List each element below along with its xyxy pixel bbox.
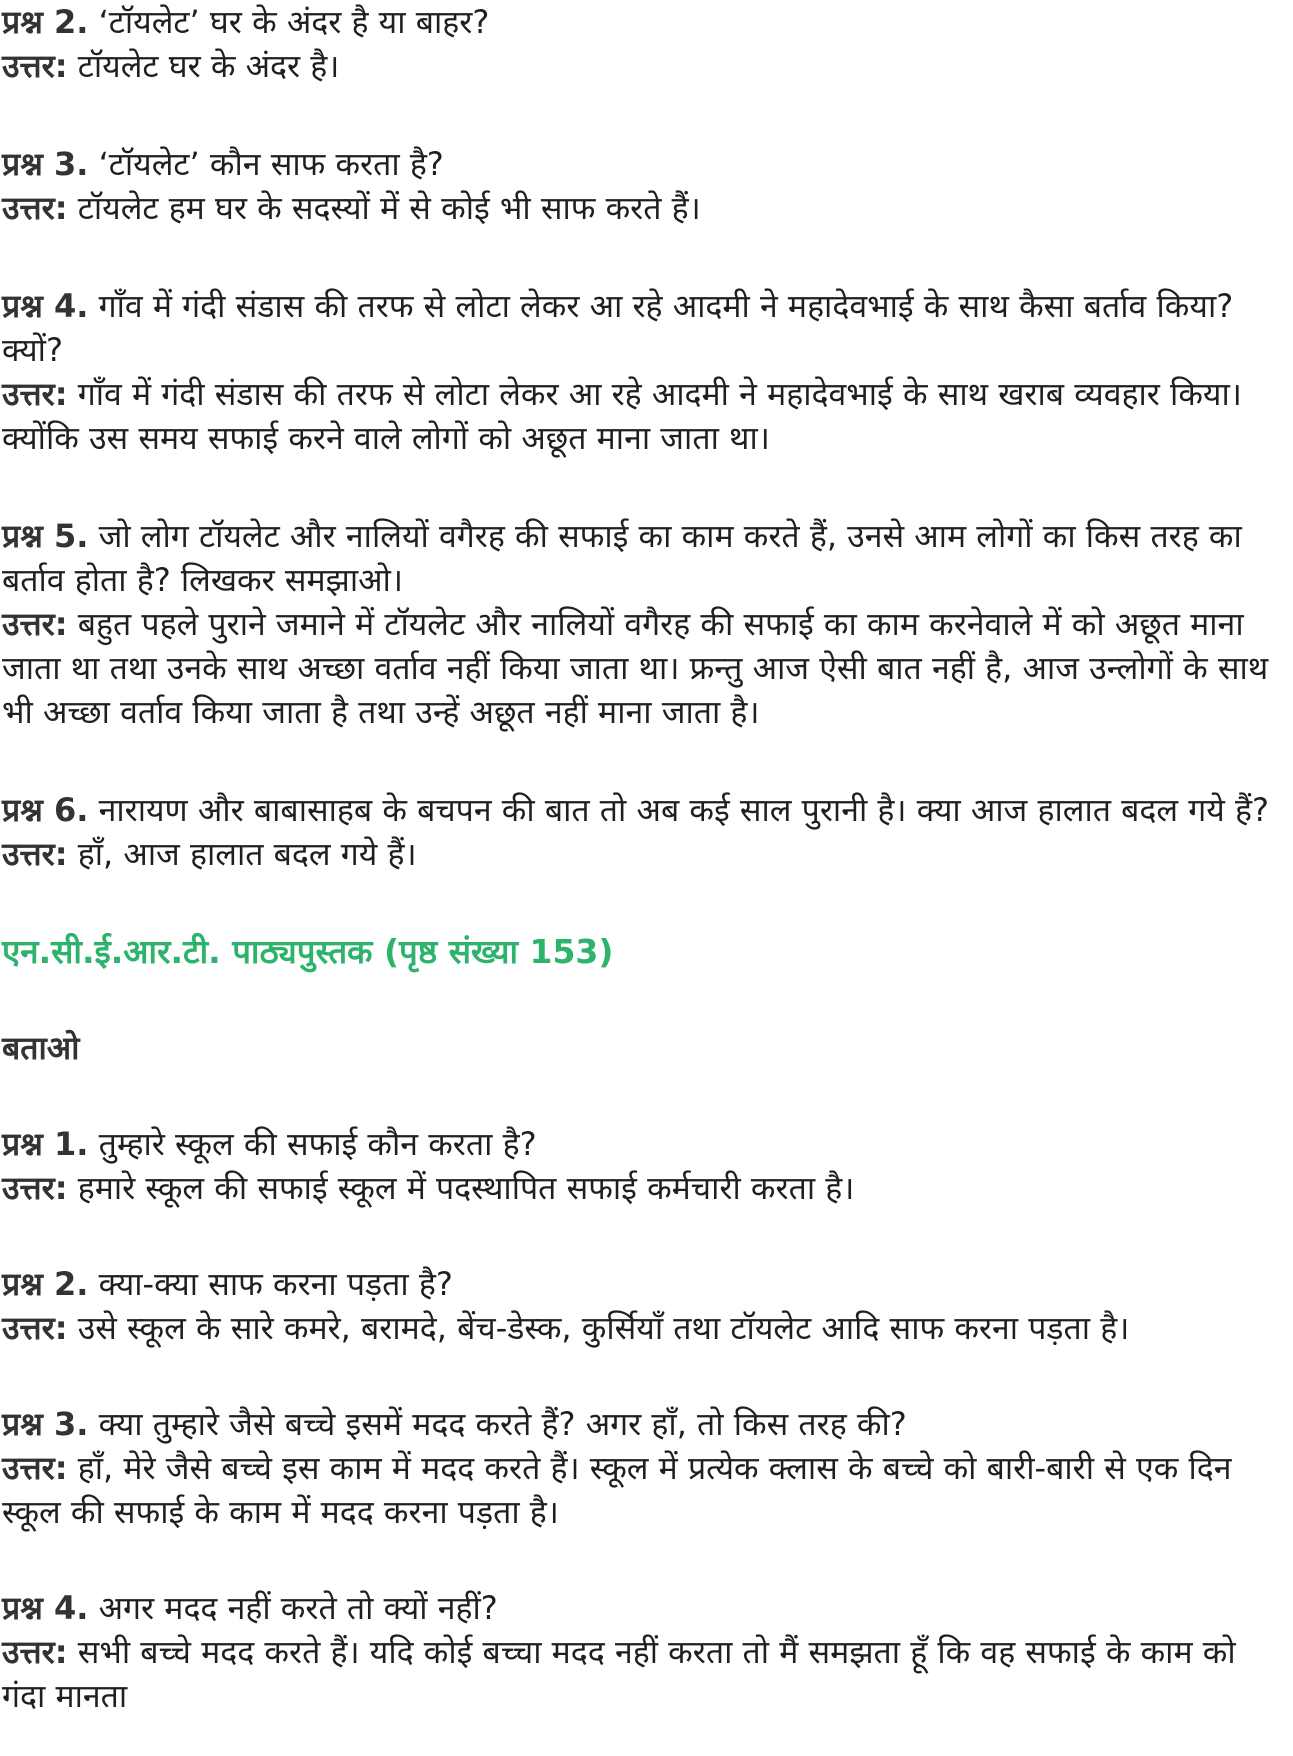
answer-line [2,832,1273,876]
answer-line [2,602,1273,734]
answer-label: उत्तर: [2,189,68,227]
answer-text: हमारे स्कूल की सफाई स्कूल में पदस्थापित सफाई कर्मचारी करता है। [77,1169,855,1207]
question-line [2,1586,1273,1630]
answer-text: सभी बच्चे मदद करते हैं। यदि कोई बच्चा मदद नहीं करता तो मैं समझता हूँ कि वह सफाई के काम को गंदा मानता [2,1633,1236,1715]
question-text: तुम्हारे स्कूल की सफाई कौन करता है? [98,1125,537,1163]
answer-text: गाँव में गंदी संडास की तरफ से लोटा लेकर आ रहे आदमी ने महादेवभाई के साथ खराब व्यवहार किया। क्योंकि उस समय सफाई करने वाले लोगों को अछूत माना जाता था। [2,375,1242,457]
question-text: नारायण और बाबासाहब के बचपन की बात तो अब कई साल पुरानी है। क्या आज हालात बदल गये हैं? [98,791,1269,829]
answer-text: हाँ, मेरे जैसे बच्चे इस काम में मदद करते हैं। स्कूल में प्रत्येक क्लास के बच्चे को बारी-बारी से एक दिन स्कूल की सफाई के काम में मदद करना पड़ता है। [2,1449,1232,1531]
question-text: जो लोग टॉयलेट और नालियों वगैरह की सफाई का काम करते हैं, उनसे आम लोगों का किस तरह का बर्ताव होता है? लिखकर समझाओ। [2,517,1242,599]
answer-line [2,44,1273,88]
answer-label: उत्तर: [2,47,68,85]
answer-text: टॉयलेट घर के अंदर है। [77,47,340,85]
answer-line [2,1306,1273,1350]
question-line [2,142,1273,186]
subheading: बताओ [2,1029,80,1067]
qa-item [2,1262,1273,1350]
question-label: प्रश्न 2. [2,1265,89,1303]
answer-line [2,1630,1273,1718]
answer-line [2,186,1273,230]
question-label: प्रश्न 6. [2,791,89,829]
answer-label: उत्तर: [2,1309,68,1347]
question-text: अगर मदद नहीं करते तो क्यों नहीं? [98,1589,498,1627]
question-text: ‘टॉयलेट’ घर के अंदर है या बाहर? [98,3,490,41]
qa-item [2,0,1273,88]
question-text: गाँव में गंदी संडास की तरफ से लोटा लेकर आ रहे आदमी ने महादेवभाई के साथ कैसा बर्ताव किया? क्यों? [2,287,1234,369]
question-label: प्रश्न 4. [2,1589,89,1627]
qa-item [2,142,1273,230]
answer-label: उत्तर: [2,835,68,873]
question-line [2,0,1273,44]
qa-item [2,1586,1273,1718]
answer-label: उत्तर: [2,1449,68,1487]
question-line [2,1402,1273,1446]
question-label: प्रश्न 5. [2,517,89,555]
question-label: प्रश्न 2. [2,3,89,41]
question-line [2,1122,1273,1166]
answer-label: उत्तर: [2,1169,68,1207]
answer-line [2,1166,1273,1210]
answer-text: टॉयलेट हम घर के सदस्यों में से कोई भी साफ करते हैं। [77,189,701,227]
answer-label: उत्तर: [2,605,68,643]
question-line [2,514,1273,602]
question-line [2,1262,1273,1306]
question-line [2,284,1273,372]
question-text: क्या तुम्हारे जैसे बच्चे इसमें मदद करते हैं? अगर हाँ, तो किस तरह की? [98,1405,907,1443]
answer-line [2,372,1273,460]
question-label: प्रश्न 3. [2,145,89,183]
section-heading: एन.सी.ई.आर.टी. पाठ्यपुस्तक (पृष्ठ संख्या 153) [2,932,614,971]
qa-item [2,284,1273,460]
qa-item [2,1122,1273,1210]
question-label: प्रश्न 3. [2,1405,89,1443]
answer-line [2,1446,1273,1534]
question-line [2,788,1273,832]
answer-text: उसे स्कूल के सारे कमरे, बरामदे, बेंच-डेस्क, कुर्सियाँ तथा टॉयलेट आदि साफ करना पड़ता है। [77,1309,1130,1347]
qa-item [2,788,1273,876]
answer-text: हाँ, आज हालात बदल गये हैं। [77,835,417,873]
question-label: प्रश्न 4. [2,287,89,325]
qa-item [2,1402,1273,1534]
qa-item [2,514,1273,734]
question-label: प्रश्न 1. [2,1125,89,1163]
question-text: ‘टॉयलेट’ कौन साफ करता है? [98,145,444,183]
question-text: क्या-क्या साफ करना पड़ता है? [98,1265,453,1303]
answer-label: उत्तर: [2,1633,68,1671]
answer-text: बहुत पहले पुराने जमाने में टॉयलेट और नालियों वगैरह की सफाई का काम करनेवाले में को अछूत माना जाता था तथा उनके साथ अच्छा वर्ताव नहीं किया जाता था। फ्रन्तु आज ऐसी बात नहीं है, आज उन्लोगों के साथ भी अच्छा वर्ताव किया जाता है तथा उन्हें अछूत नहीं माना जाता है। [2,605,1269,731]
answer-label: उत्तर: [2,375,68,413]
